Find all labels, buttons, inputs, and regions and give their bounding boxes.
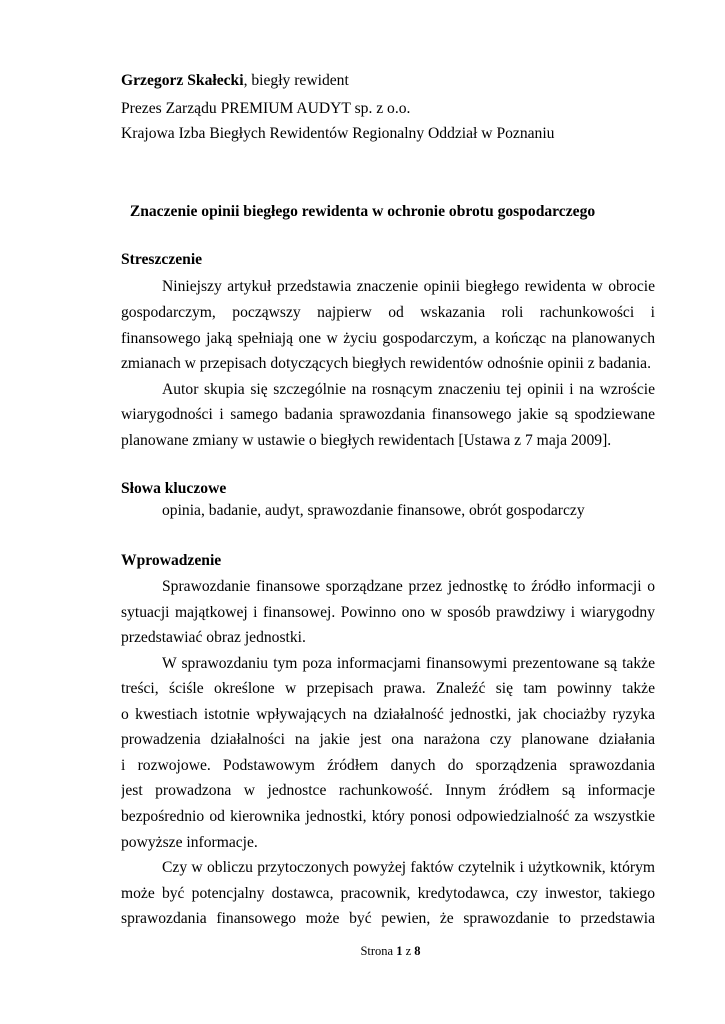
intro-line: Czy w obliczu przytoczonych powyżej faktów czytelnik i użytkownik, którym — [162, 859, 655, 876]
abstract-heading: Streszczenie — [121, 251, 203, 268]
abstract-line: gospodarczym, począwszy najpierw od wskazania roli rachunkowości i — [121, 304, 655, 321]
abstract-line: zmianach w przepisach dotyczących biegłych rewidentów odnośnie opinii z badania. — [121, 355, 651, 372]
author-line — [121, 72, 349, 90]
abstract-line: Autor skupia się szczególnie na rosnącym znaczeniu tej opinii i na wzroście — [162, 381, 655, 398]
footer-prefix: Strona — [360, 944, 397, 958]
intro-line: W sprawozdaniu tym poza informacjami finansowymi prezentowane są także — [162, 655, 655, 672]
author-company: Prezes Zarządu PREMIUM AUDYT sp. z o.o. — [121, 100, 411, 117]
author-role: , biegły rewident — [243, 72, 349, 89]
abstract-line: planowane zmiany w ustawie o biegłych rewidentach [Ustawa z 7 maja 2009]. — [121, 432, 612, 449]
author-name: Grzegorz Skałecki — [121, 72, 244, 89]
intro-line: treści, ściśle określone w przepisach prawa. Znaleźć się tam powinny także — [121, 680, 655, 697]
intro-line: sprawozdania finansowego może być pewien, że sprawozdanie to przedstawia — [121, 910, 655, 927]
author-organization: Krajowa Izba Biegłych Rewidentów Regionalny Oddział w Poznaniu — [121, 125, 555, 142]
abstract-line: Niniejszy artykuł przedstawia znaczenie opinii biegłego rewidenta w obrocie — [162, 278, 655, 295]
abstract-line: wiarygodności i samego badania sprawozdania finansowego jakie są spodziewane — [121, 406, 655, 423]
footer-separator: z — [402, 944, 415, 958]
intro-line: może być potencjalny dostawca, pracownik, kredytodawca, czy inwestor, takiego — [121, 885, 655, 902]
keywords-text: opinia, badanie, audyt, sprawozdanie finansowe, obrót gospodarczy — [162, 502, 585, 519]
footer-page-number: 1 — [396, 944, 403, 958]
intro-line: jest prowadzona w jednostce rachunkowość. Innym źródłem są informacje — [121, 782, 655, 799]
intro-line: przedstawiać obraz jednostki. — [121, 629, 306, 646]
intro-line: o kwestiach istotnie wpływających na działalność jednostki, jak chociażby ryzyka — [121, 706, 655, 723]
intro-line: i rozwojowe. Podstawowym źródłem danych do sporządzenia sprawozdania — [121, 757, 655, 774]
intro-line: Sprawozdanie finansowe sporządzane przez jednostkę to źródło informacji o — [162, 578, 655, 595]
abstract-line: finansowego jaką spełniają one w życiu gospodarczym, a kończąc na planowanych — [121, 330, 655, 347]
footer-total-pages: 8 — [414, 944, 421, 958]
intro-line: prowadzenia działalności na jakie jest ona narażona czy planowane działania — [121, 731, 655, 748]
intro-line: powyższe informacje. — [121, 834, 258, 851]
page-footer — [28, 944, 725, 959]
keywords-heading: Słowa kluczowe — [121, 480, 227, 497]
article-title: Znaczenie opinii biegłego rewidenta w ochronie obrotu gospodarczego — [129, 203, 596, 220]
intro-line: sytuacji majątkowej i finansowej. Powinno ono w sposób prawdziwy i wiarygodny — [121, 604, 655, 621]
intro-heading: Wprowadzenie — [121, 552, 222, 569]
intro-line: bezpośrednio od kierownika jednostki, który ponosi odpowiedzialność za wszystkie — [121, 808, 655, 825]
